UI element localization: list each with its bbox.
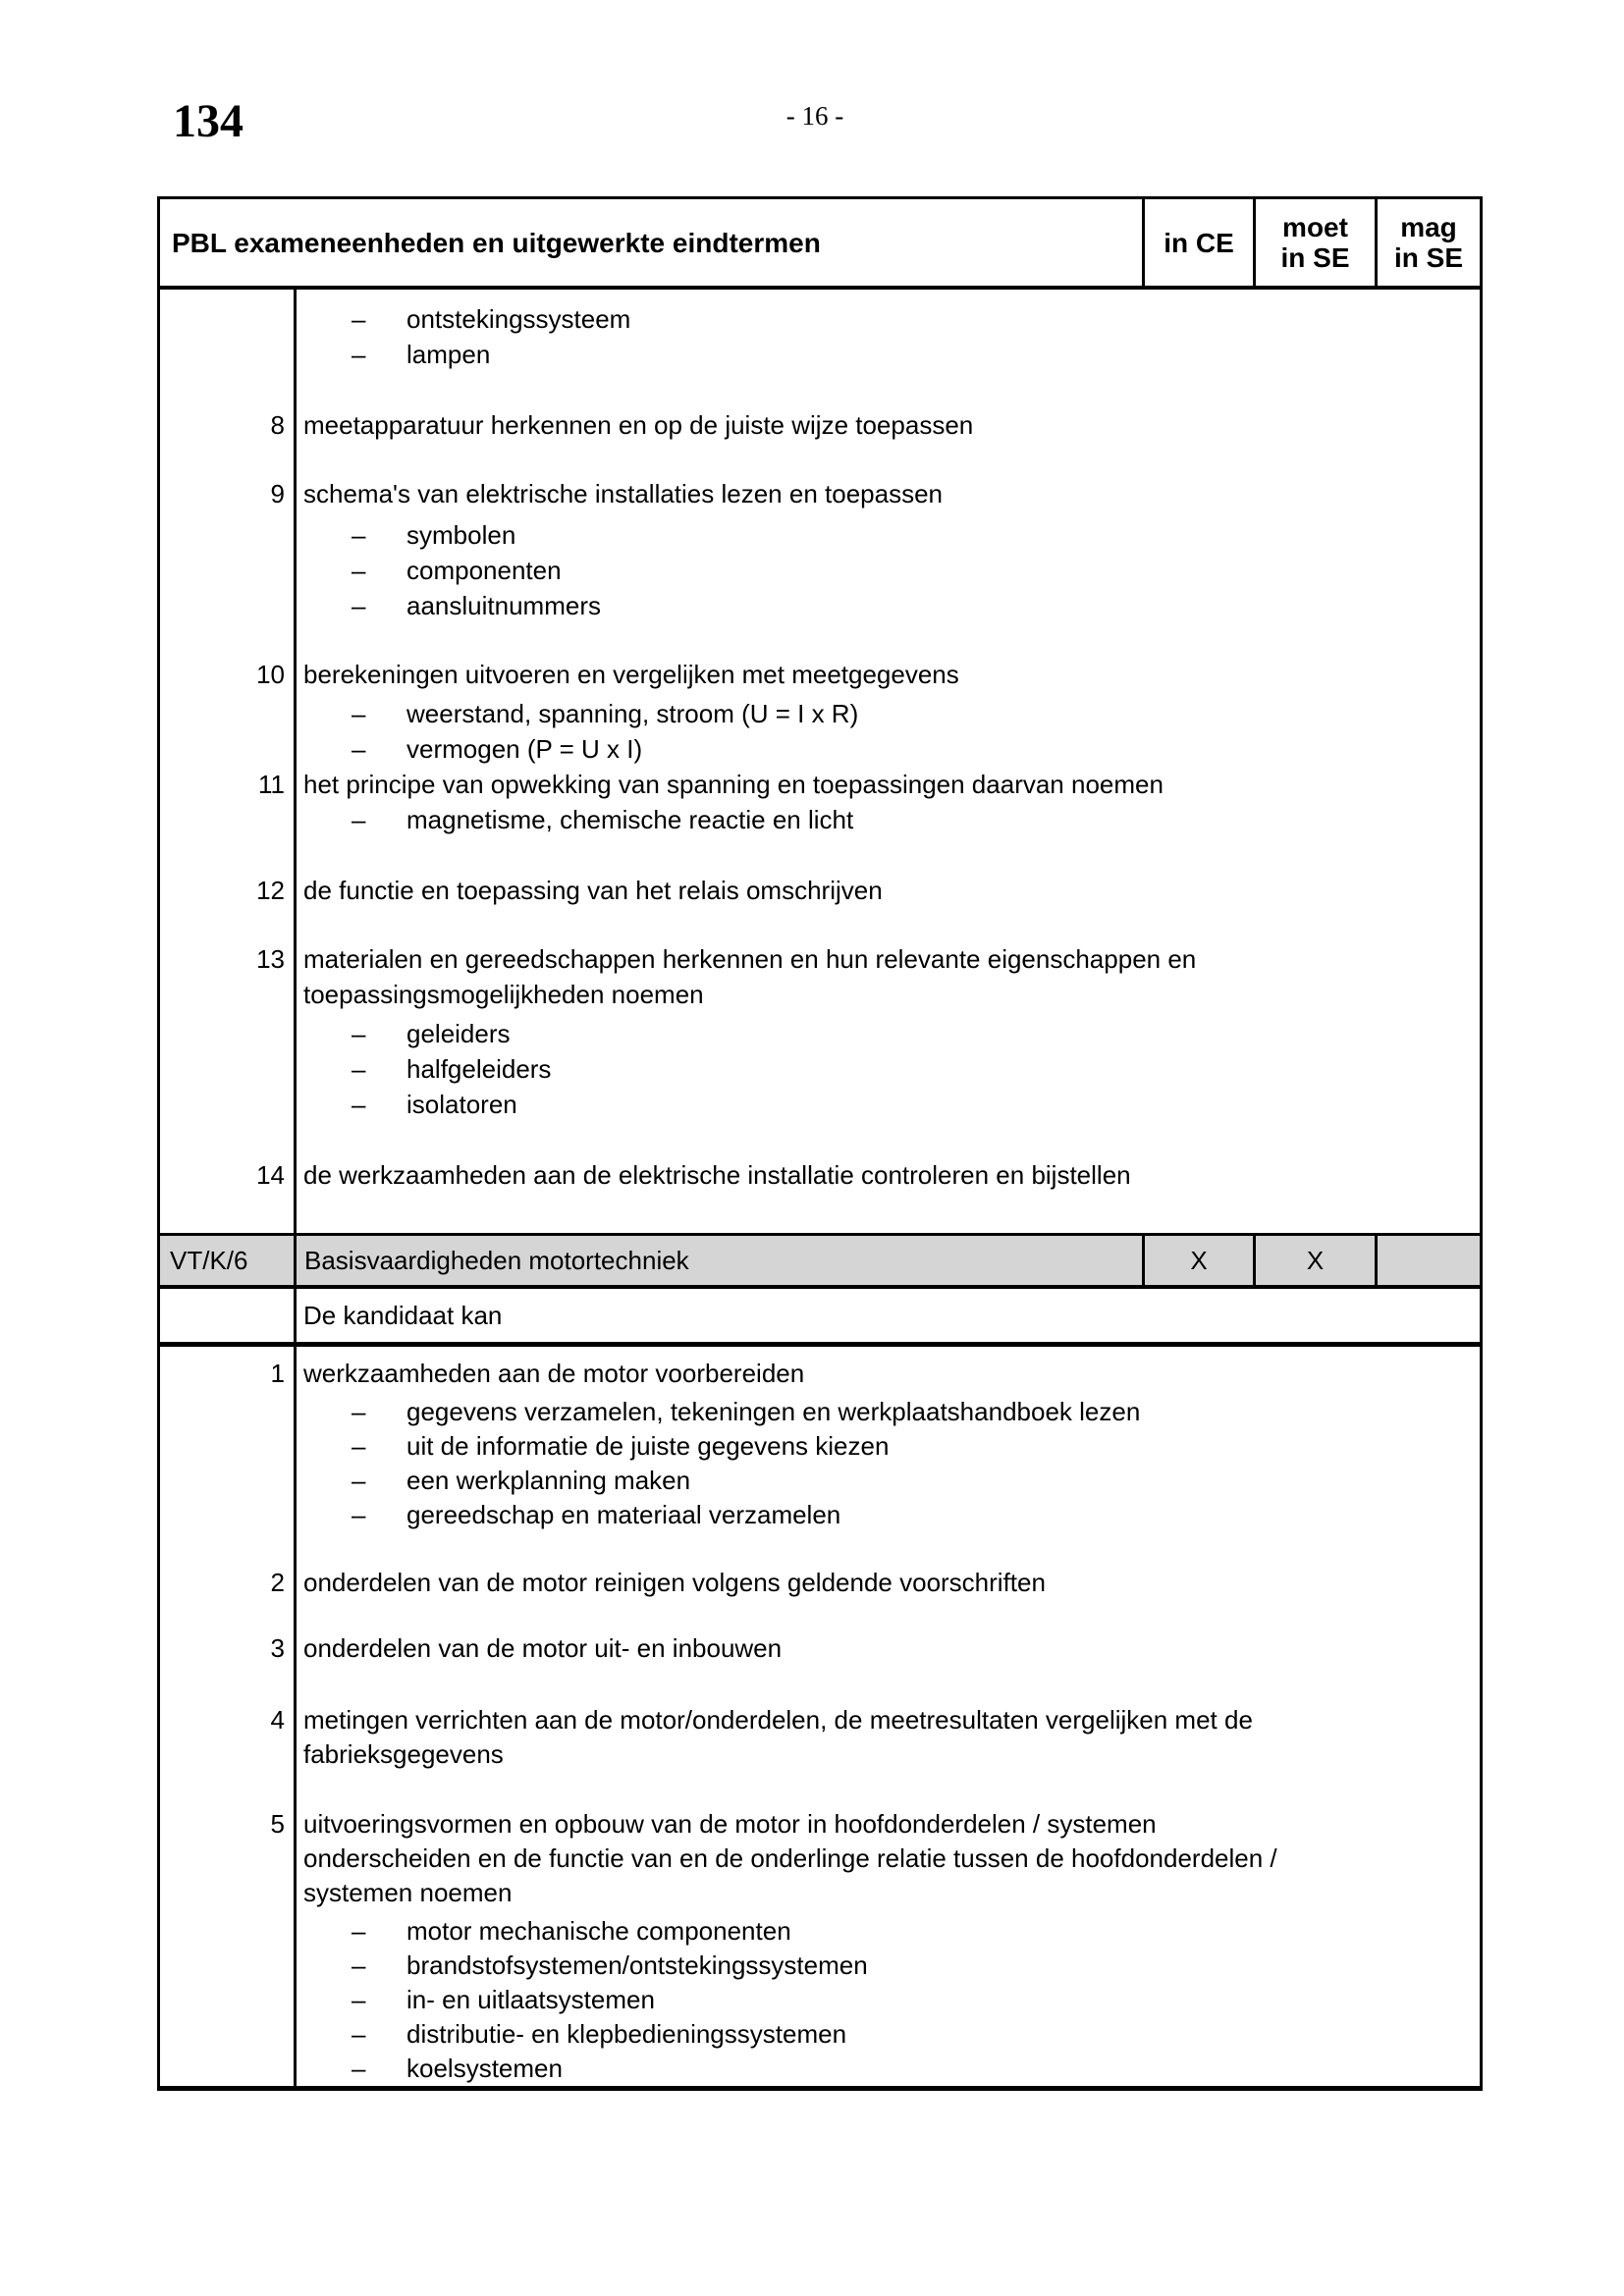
bullet-text: isolatoren <box>406 1090 517 1119</box>
item-row <box>160 1807 1480 2086</box>
item-row <box>160 1357 1480 1532</box>
dash-bullet: – <box>352 699 366 728</box>
item-row <box>160 767 1480 837</box>
unit-mag-in-se-mark <box>1378 1236 1480 1285</box>
bullet-item <box>303 2017 1480 2052</box>
item-row <box>160 301 1480 372</box>
bullet-text: gereedschap en materiaal verzamelen <box>406 1500 841 1529</box>
bullet-text: aansluitnummers <box>406 591 601 620</box>
bullet-item <box>303 588 1480 623</box>
dash-bullet: – <box>352 805 366 834</box>
bullet-text: uit de informatie de juiste gegevens kiezen <box>406 1431 890 1461</box>
item-line: toepassingsmogelijkheden noemen <box>303 980 704 1009</box>
bullet-text: distributie- en klepbedieningssystemen <box>406 2019 847 2049</box>
item-row <box>160 476 1480 623</box>
dash-bullet: – <box>352 340 366 369</box>
item-number: 3 <box>270 1633 285 1663</box>
item-line: de functie en toepassing van het relais omschrijven <box>303 876 883 905</box>
bullet-item <box>303 1949 1480 1983</box>
item-text <box>297 1703 1480 1772</box>
bullet-item <box>303 337 1480 372</box>
item-number: 8 <box>270 410 285 440</box>
candidate-row-empty-cell <box>160 1289 297 1342</box>
item-text <box>297 873 1480 908</box>
bullet-text: halfgeleiders <box>406 1054 552 1084</box>
bullet-item <box>303 1914 1480 1949</box>
header-col-mag-line1: mag <box>1400 212 1457 242</box>
item-row <box>160 1631 1480 1666</box>
bullet-text: in- en uitlaatsystemen <box>406 1985 655 2014</box>
header-col-mag-in-se <box>1378 199 1480 286</box>
exam-table <box>157 196 1483 2091</box>
dash-bullet: – <box>352 2054 366 2083</box>
item-number: 11 <box>258 770 285 799</box>
item-line: onderscheiden en de functie van en de onderlinge relatie tussen de hoofdonderdelen / <box>303 1843 1277 1873</box>
bullet-item <box>303 301 1480 337</box>
header-col-moet-line1: moet <box>1282 212 1348 242</box>
bullet-text: ontstekingssysteem <box>406 304 631 334</box>
bullet-text: koelsystemen <box>406 2054 563 2083</box>
unit-moet-in-se-mark: X <box>1256 1236 1378 1285</box>
item-text <box>297 1357 1480 1532</box>
bullet-text: componenten <box>406 556 562 585</box>
header-title: PBL exameneenheden en uitgewerkte eindtermen <box>160 199 1145 286</box>
header-col-moet-in-se <box>1256 199 1378 286</box>
bullet-item <box>303 1429 1480 1464</box>
header-col-in-ce: in CE <box>1145 199 1256 286</box>
item-number: 4 <box>270 1705 285 1735</box>
eindtermen-section-2 <box>160 1347 1480 2086</box>
item-row <box>160 657 1480 767</box>
page-number-left: 134 <box>173 95 244 147</box>
dash-bullet: – <box>352 520 366 550</box>
item-row <box>160 873 1480 908</box>
column-divider <box>294 290 297 1233</box>
item-text <box>297 941 1480 1122</box>
item-text <box>297 476 1480 623</box>
column-divider <box>294 1347 297 2086</box>
unit-title: Basisvaardigheden motortechniek <box>297 1236 1145 1285</box>
item-text <box>297 1566 1480 1600</box>
dash-bullet: – <box>352 1500 366 1529</box>
bullet-item <box>303 1983 1480 2017</box>
bullet-text: geleiders <box>406 1019 511 1048</box>
bullet-item <box>303 1464 1480 1498</box>
dash-bullet: – <box>352 1916 366 1946</box>
bullet-item <box>303 553 1480 588</box>
unit-in-ce-mark: X <box>1145 1236 1256 1285</box>
dash-bullet: – <box>352 304 366 334</box>
dash-bullet: – <box>352 1397 366 1426</box>
bullet-text: brandstofsystemen/ontstekingssystemen <box>406 1950 868 1980</box>
header-col-moet-line2: in SE <box>1280 242 1350 273</box>
bullet-item <box>303 1051 1480 1087</box>
dash-bullet: – <box>352 1054 366 1084</box>
item-number: 14 <box>256 1160 285 1190</box>
bullet-item <box>303 1395 1480 1429</box>
candidate-row <box>160 1289 1480 1347</box>
dash-bullet: – <box>352 1466 366 1495</box>
item-text <box>297 301 1480 372</box>
bullet-text: gegevens verzamelen, tekeningen en werkplaatshandboek lezen <box>406 1397 1141 1426</box>
bullet-item <box>303 2052 1480 2086</box>
dash-bullet: – <box>352 591 366 620</box>
item-number: 1 <box>270 1359 285 1388</box>
item-text <box>297 407 1480 443</box>
dash-bullet: – <box>352 1985 366 2014</box>
bullet-text: magnetisme, chemische reactie en licht <box>406 805 854 834</box>
bullet-item <box>303 1016 1480 1051</box>
item-line: de werkzaamheden aan de elektrische installatie controleren en bijstellen <box>303 1160 1131 1190</box>
dash-bullet: – <box>352 1019 366 1048</box>
item-line: onderdelen van de motor reinigen volgens geldende voorschriften <box>303 1568 1046 1597</box>
bullet-text: vermogen (P = U x I) <box>406 734 643 764</box>
item-line: het principe van opwekking van spanning en toepassingen daarvan noemen <box>303 770 1164 799</box>
bullet-item <box>303 802 1480 837</box>
item-line: uitvoeringsvormen en opbouw van de motor in hoofdonderdelen / systemen <box>303 1809 1157 1839</box>
item-line: werkzaamheden aan de motor voorbereiden <box>303 1359 805 1388</box>
bullet-item <box>303 1087 1480 1122</box>
page-number-center: - 16 - <box>785 101 844 131</box>
bullet-text: motor mechanische componenten <box>406 1916 791 1946</box>
item-row <box>160 407 1480 443</box>
item-line: systemen noemen <box>303 1878 513 1907</box>
item-number: 10 <box>256 660 285 689</box>
item-row <box>160 1157 1480 1193</box>
bullet-item <box>303 731 1480 767</box>
unit-row-vtk6 <box>160 1233 1480 1289</box>
bullet-item <box>303 1498 1480 1532</box>
item-number: 5 <box>270 1809 285 1839</box>
item-text <box>297 1631 1480 1666</box>
eindtermen-section-1 <box>160 290 1480 1233</box>
item-line: schema's van elektrische installaties lezen en toepassen <box>303 479 943 508</box>
item-number: 9 <box>270 479 285 508</box>
item-line: materialen en gereedschappen herkennen en hun relevante eigenschappen en <box>303 944 1197 974</box>
item-text <box>297 767 1480 837</box>
table-header-row <box>160 199 1480 290</box>
item-line: metingen verrichten aan de motor/onderdelen, de meetresultaten vergelijken met de <box>303 1705 1253 1735</box>
header-col-mag-line2: in SE <box>1393 242 1463 273</box>
unit-code: VT/K/6 <box>160 1236 297 1285</box>
item-text <box>297 657 1480 767</box>
bullet-item <box>303 696 1480 731</box>
bullet-text: weerstand, spanning, stroom (U = I x R) <box>406 699 859 728</box>
item-line: onderdelen van de motor uit- en inbouwen <box>303 1633 783 1663</box>
item-number: 13 <box>256 944 285 974</box>
dash-bullet: – <box>352 734 366 764</box>
bullet-text: symbolen <box>406 520 516 550</box>
dash-bullet: – <box>352 1431 366 1461</box>
item-row <box>160 1566 1480 1600</box>
item-line: meetapparatuur herkennen en op de juiste wijze toepassen <box>303 410 974 440</box>
item-row <box>160 1703 1480 1772</box>
item-line: berekeningen uitvoeren en vergelijken met meetgegevens <box>303 660 959 689</box>
item-line: fabrieksgegevens <box>303 1739 504 1769</box>
candidate-row-text: De kandidaat kan <box>303 1300 503 1330</box>
dash-bullet: – <box>352 2019 366 2049</box>
item-number: 2 <box>270 1568 285 1597</box>
bullet-item <box>303 517 1480 553</box>
item-number: 12 <box>256 876 285 905</box>
dash-bullet: – <box>352 556 366 585</box>
dash-bullet: – <box>352 1950 366 1980</box>
bullet-text: een werkplanning maken <box>406 1466 691 1495</box>
item-row <box>160 941 1480 1122</box>
bullet-text: lampen <box>406 340 491 369</box>
item-text <box>297 1157 1480 1193</box>
item-text <box>297 1807 1480 2086</box>
dash-bullet: – <box>352 1090 366 1119</box>
